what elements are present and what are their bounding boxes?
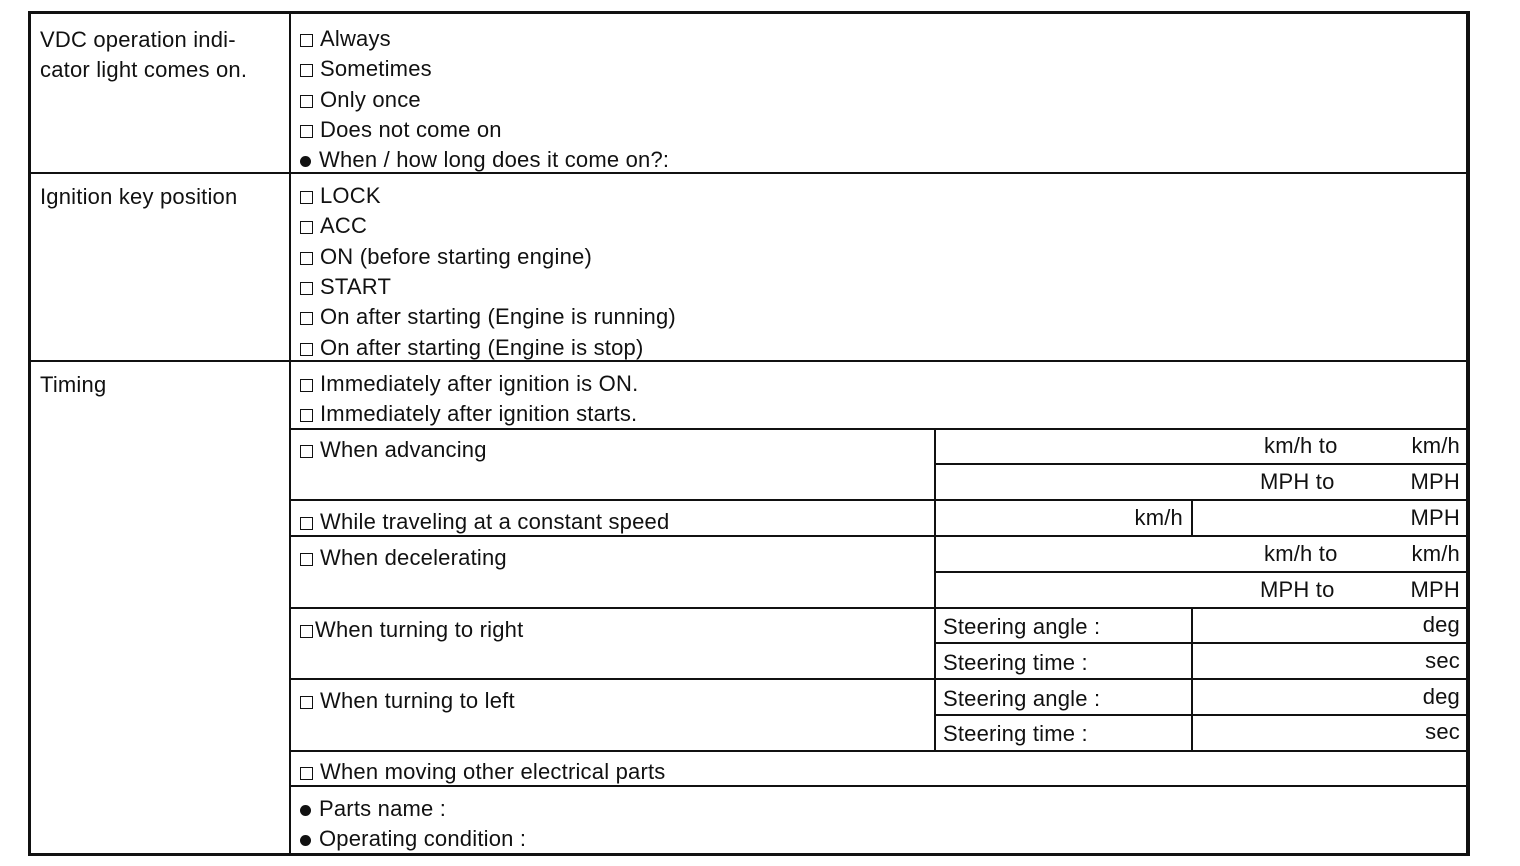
row-divider [28,172,1470,174]
column-divider [289,11,291,856]
timing-option-decelerating[interactable]: When decelerating [300,545,507,571]
advancing-kmh: km/h [1411,433,1460,458]
advancing-mph-to: MPH to [1260,469,1335,494]
bullet-icon [300,805,311,816]
bullet-icon [300,156,311,167]
checkbox-icon[interactable] [300,34,313,47]
parts-name-field: Parts name : [300,796,446,822]
timing-option-constant-speed[interactable]: While traveling at a constant speed [300,509,669,535]
vdc-question: When / how long does it come on?: [300,147,669,173]
turn-right-time-unit: sec [1425,648,1460,673]
ignition-label: Ignition key position [40,184,238,209]
checkbox-icon[interactable] [300,409,313,422]
ignition-option-acc[interactable]: ACC [300,213,367,239]
vdc-label-line1: VDC operation indi- [40,27,236,52]
ignition-option-start[interactable]: START [300,274,391,300]
row-divider [28,360,1470,362]
checkbox-icon[interactable] [300,343,313,356]
decelerating-kmh-to: km/h to [1264,541,1338,566]
row-divider [935,463,1470,465]
row-divider [935,714,1470,716]
row-divider [935,571,1470,573]
ignition-option-lock[interactable]: LOCK [300,183,381,209]
row-divider [290,785,1470,787]
checkbox-icon[interactable] [300,191,313,204]
column-divider [1466,11,1468,856]
vdc-option-does-not-come-on[interactable]: Does not come on [300,117,502,143]
turn-right-time-label: Steering time : [943,650,1088,675]
row-divider [290,607,1470,609]
timing-option-turn-left[interactable]: When turning to left [300,688,515,714]
row-divider [290,678,1470,680]
ignition-option-on[interactable]: ON (before starting engine) [300,244,592,270]
column-divider [934,428,936,750]
ignition-option-running[interactable]: On after starting (Engine is running) [300,304,676,330]
timing-label: Timing [40,372,107,397]
checkbox-icon[interactable] [300,379,313,392]
constant-kmh: km/h [1134,505,1183,530]
turn-left-time-label: Steering time : [943,721,1088,746]
advancing-mph: MPH [1410,469,1460,494]
checkbox-icon[interactable] [300,312,313,325]
vdc-option-only-once[interactable]: Only once [300,87,421,113]
decelerating-kmh: km/h [1411,541,1460,566]
turn-right-angle-label: Steering angle : [943,614,1101,639]
checkbox-icon[interactable] [300,95,313,108]
checkbox-icon[interactable] [300,64,313,77]
column-divider [1191,499,1193,536]
row-divider [290,428,1470,430]
checkbox-icon[interactable] [300,282,313,295]
row-divider [935,642,1470,644]
checkbox-icon[interactable] [300,696,313,709]
timing-option-ignition-on[interactable]: Immediately after ignition is ON. [300,371,638,397]
vdc-option-always[interactable]: Always [300,26,391,52]
ignition-option-stop[interactable]: On after starting (Engine is stop) [300,335,644,361]
decelerating-mph: MPH [1410,577,1460,602]
checkbox-icon[interactable] [300,767,313,780]
turn-left-time-unit: sec [1425,719,1460,744]
row-divider [290,535,1470,537]
checkbox-icon[interactable] [300,625,313,638]
row-divider [290,499,1470,501]
timing-option-electrical-parts[interactable]: When moving other electrical parts [300,759,666,785]
turn-left-angle-label: Steering angle : [943,686,1101,711]
checkbox-icon[interactable] [300,553,313,566]
vdc-option-sometimes[interactable]: Sometimes [300,56,432,82]
constant-mph: MPH [1410,505,1460,530]
checkbox-icon[interactable] [300,221,313,234]
timing-option-advancing[interactable]: When advancing [300,437,487,463]
checkbox-icon[interactable] [300,125,313,138]
turn-left-angle-unit: deg [1422,684,1460,709]
timing-option-ignition-starts[interactable]: Immediately after ignition starts. [300,401,637,427]
decelerating-mph-to: MPH to [1260,577,1335,602]
checkbox-icon[interactable] [300,445,313,458]
checkbox-icon[interactable] [300,252,313,265]
timing-option-turn-right[interactable]: When turning to right [300,617,523,643]
row-divider [290,750,1470,752]
operating-condition-field: Operating condition : [300,826,526,852]
vdc-label-line2: cator light comes on. [40,57,248,82]
inspection-form-frame [28,11,1470,856]
column-divider [1191,607,1193,750]
bullet-icon [300,835,311,846]
turn-right-angle-unit: deg [1422,612,1460,637]
checkbox-icon[interactable] [300,517,313,530]
advancing-kmh-to: km/h to [1264,433,1338,458]
